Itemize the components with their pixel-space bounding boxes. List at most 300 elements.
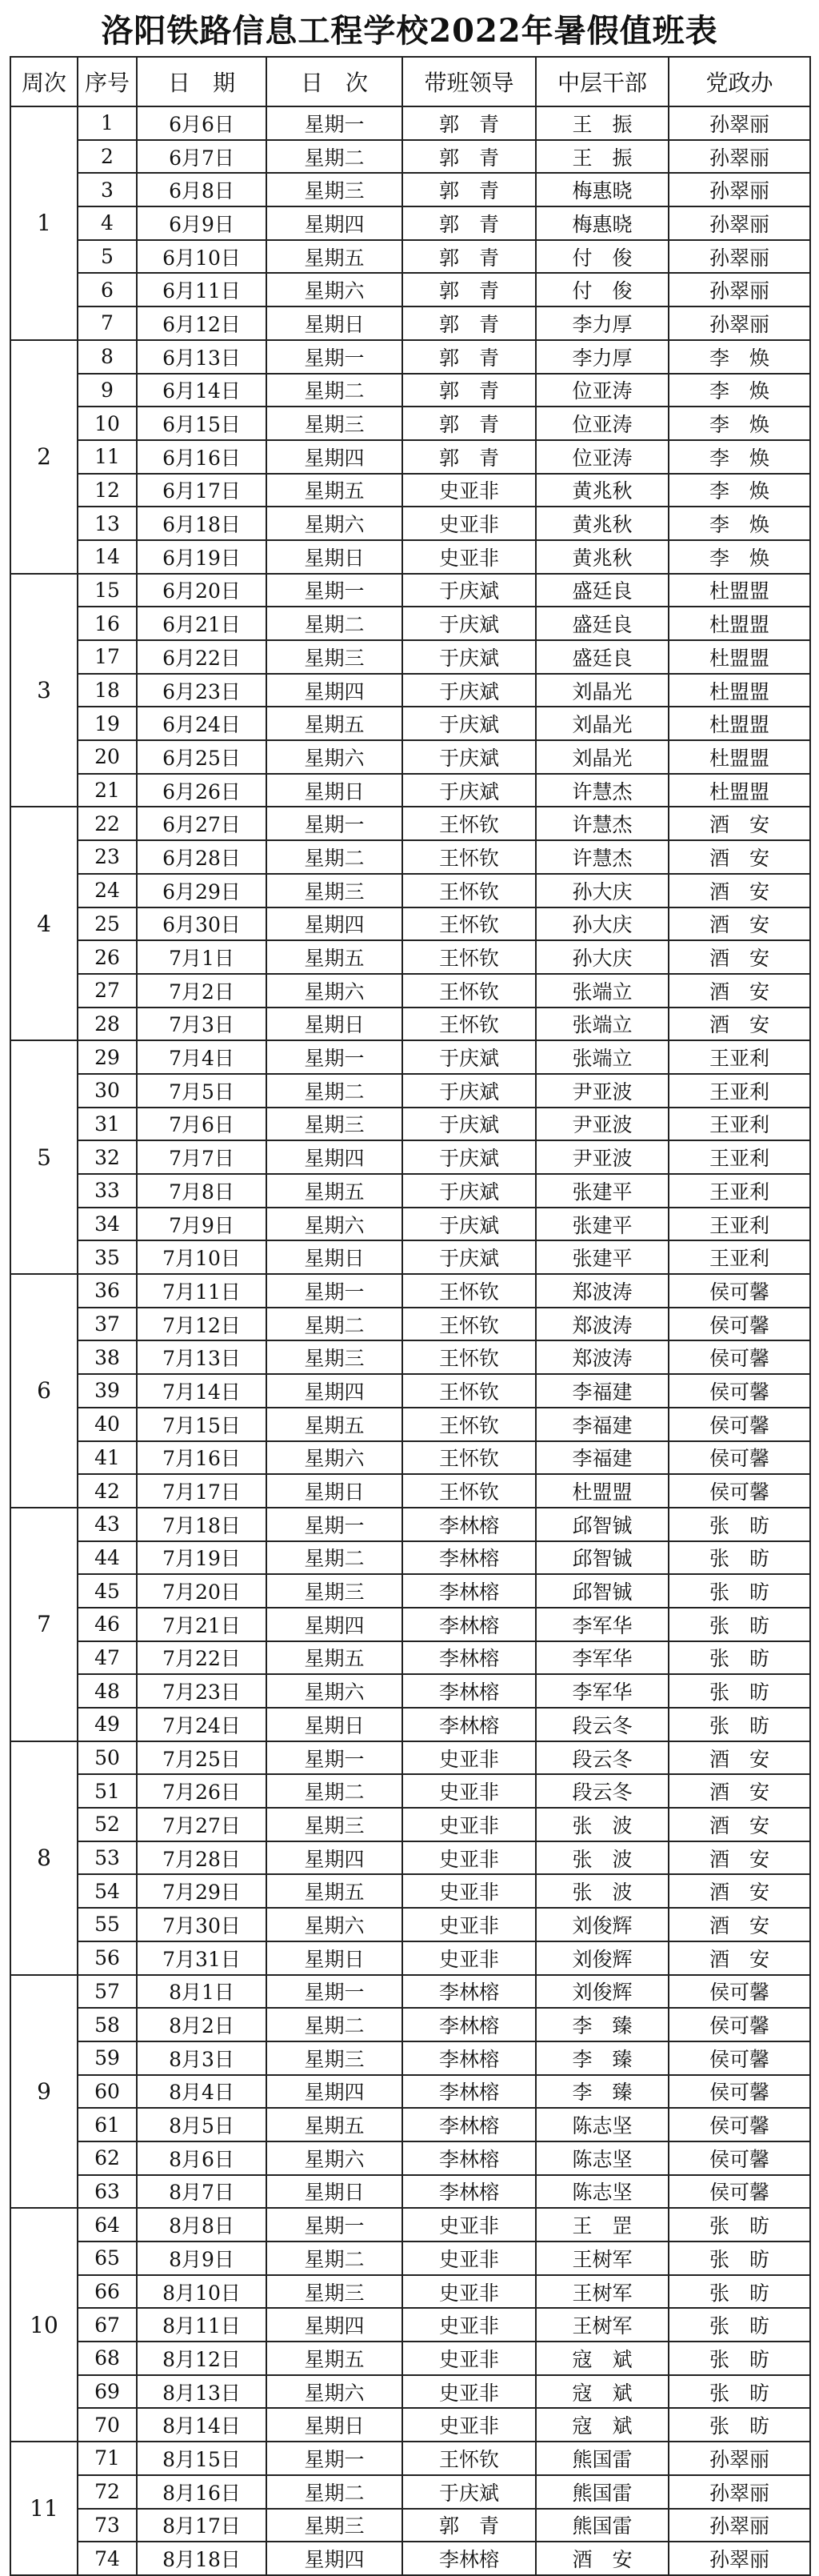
row-middle-manager: 李 臻 [536,2008,669,2041]
row-date: 8月9日 [137,2241,266,2275]
row-number: 8 [78,340,137,374]
row-weekday: 星期四 [266,440,402,474]
row-middle-manager: 盛廷良 [536,607,669,640]
table-row [10,1108,810,1141]
row-number: 14 [78,540,137,574]
row-number: 59 [78,2041,137,2075]
row-leader: 李林榕 [402,1708,536,1741]
header-weekday: 日 次 [266,57,402,106]
row-middle-manager: 付 俊 [536,273,669,306]
row-weekday: 星期五 [266,1174,402,1208]
row-party-office: 杜盟盟 [669,774,810,807]
row-party-office: 杜盟盟 [669,674,810,707]
row-weekday: 星期二 [266,140,402,174]
header-middle-manager: 中层干部 [536,57,669,106]
row-middle-manager: 孙大庆 [536,907,669,941]
row-number: 26 [78,940,137,974]
table-row [10,2342,810,2375]
row-middle-manager: 尹亚波 [536,1140,669,1174]
row-middle-manager: 王 振 [536,140,669,174]
row-leader: 郭 青 [402,374,536,407]
row-weekday: 星期日 [266,1008,402,1041]
row-leader: 于庆斌 [402,1108,536,1141]
row-weekday: 星期四 [266,1140,402,1174]
row-leader: 于庆斌 [402,1040,536,1074]
row-date: 7月23日 [137,1674,266,1708]
row-date: 7月18日 [137,1508,266,1541]
row-weekday: 星期日 [266,2175,402,2209]
row-leader: 李林榕 [402,1574,536,1608]
row-number: 73 [78,2509,137,2542]
row-leader: 李林榕 [402,1975,536,2009]
row-leader: 李林榕 [402,2542,536,2575]
row-party-office: 张 昉 [669,1608,810,1641]
row-number: 52 [78,1808,137,1841]
row-date: 6月20日 [137,574,266,607]
row-number: 10 [78,407,137,440]
row-weekday: 星期四 [266,2075,402,2109]
row-leader: 王怀钦 [402,1408,536,1441]
row-party-office: 张 昉 [669,2275,810,2309]
row-middle-manager: 段云冬 [536,1774,669,1808]
table-row [10,1808,810,1841]
row-leader: 郭 青 [402,240,536,274]
row-leader: 李林榕 [402,2108,536,2141]
row-leader: 王怀钦 [402,1374,536,1408]
row-number: 34 [78,1208,137,1241]
row-weekday: 星期日 [266,540,402,574]
row-date: 7月10日 [137,1240,266,1274]
row-date: 8月12日 [137,2342,266,2375]
row-party-office: 王亚利 [669,1108,810,1141]
row-middle-manager: 位亚涛 [536,374,669,407]
row-date: 7月29日 [137,1874,266,1908]
row-weekday: 星期六 [266,1908,402,1941]
row-number: 63 [78,2175,137,2209]
row-leader: 史亚非 [402,1741,536,1775]
row-middle-manager: 陈志坚 [536,2108,669,2141]
row-date: 7月9日 [137,1208,266,1241]
row-middle-manager: 熊国雷 [536,2475,669,2509]
row-weekday: 星期四 [266,907,402,941]
row-date: 8月16日 [137,2475,266,2509]
row-leader: 于庆斌 [402,707,536,740]
table-row [10,2275,810,2309]
row-middle-manager: 张端立 [536,974,669,1008]
row-number: 41 [78,1441,137,1475]
row-weekday: 星期日 [266,1708,402,1741]
table-row [10,1975,810,2009]
week-number: 8 [10,1741,78,1975]
row-middle-manager: 王树军 [536,2275,669,2309]
row-leader: 于庆斌 [402,1074,536,1108]
row-weekday: 星期四 [266,2308,402,2342]
row-party-office: 孙翠丽 [669,173,810,206]
row-weekday: 星期五 [266,1874,402,1908]
row-party-office: 张 昉 [669,1674,810,1708]
row-middle-manager: 张 波 [536,1808,669,1841]
row-leader: 史亚非 [402,1908,536,1941]
week-number: 3 [10,574,78,807]
row-weekday: 星期四 [266,1374,402,1408]
row-party-office: 侯可馨 [669,2175,810,2209]
row-weekday: 星期五 [266,940,402,974]
row-date: 8月4日 [137,2075,266,2109]
row-date: 8月8日 [137,2208,266,2241]
row-weekday: 星期二 [266,1308,402,1341]
row-weekday: 星期日 [266,306,402,340]
row-party-office: 酒 安 [669,974,810,1008]
row-number: 1 [78,106,137,140]
row-weekday: 星期三 [266,2509,402,2542]
row-weekday: 星期五 [266,474,402,507]
row-date: 7月14日 [137,1374,266,1408]
row-number: 62 [78,2141,137,2175]
row-number: 12 [78,474,137,507]
row-middle-manager: 陈志坚 [536,2141,669,2175]
row-weekday: 星期五 [266,2342,402,2375]
row-leader: 李林榕 [402,2175,536,2209]
row-party-office: 王亚利 [669,1040,810,1074]
row-middle-manager: 王树军 [536,2308,669,2342]
row-party-office: 孙翠丽 [669,206,810,240]
week-number: 7 [10,1508,78,1741]
row-party-office: 王亚利 [669,1240,810,1274]
row-date: 8月15日 [137,2442,266,2475]
row-number: 42 [78,1474,137,1508]
row-party-office: 王亚利 [669,1074,810,1108]
row-party-office: 侯可馨 [669,2075,810,2109]
row-leader: 史亚非 [402,2241,536,2275]
row-middle-manager: 李力厚 [536,340,669,374]
row-party-office: 李 焕 [669,340,810,374]
row-leader: 王怀钦 [402,907,536,941]
header-number: 序号 [78,57,137,106]
row-middle-manager: 付 俊 [536,240,669,274]
row-date: 7月2日 [137,974,266,1008]
row-leader: 王怀钦 [402,974,536,1008]
row-leader: 史亚非 [402,2308,536,2342]
row-leader: 王怀钦 [402,1274,536,1308]
row-weekday: 星期六 [266,974,402,1008]
row-party-office: 侯可馨 [669,1308,810,1341]
row-middle-manager: 张建平 [536,1174,669,1208]
table-row [10,540,810,574]
row-party-office: 杜盟盟 [669,640,810,674]
row-number: 23 [78,840,137,874]
row-middle-manager: 许慧杰 [536,807,669,840]
row-date: 7月1日 [137,940,266,974]
row-date: 6月19日 [137,540,266,574]
row-number: 57 [78,1975,137,2009]
table-row [10,1308,810,1341]
table-row [10,1040,810,1074]
table-row [10,2041,810,2075]
row-weekday: 星期四 [266,1608,402,1641]
row-weekday: 星期一 [266,340,402,374]
row-weekday: 星期二 [266,840,402,874]
row-number: 46 [78,1608,137,1641]
row-middle-manager: 位亚涛 [536,407,669,440]
header-week: 周次 [10,57,78,106]
table-row [10,1841,810,1875]
row-weekday: 星期六 [266,1208,402,1241]
row-number: 55 [78,1908,137,1941]
row-date: 6月22日 [137,640,266,674]
row-leader: 李林榕 [402,1541,536,1575]
row-number: 31 [78,1108,137,1141]
week-number: 1 [10,106,78,340]
row-middle-manager: 刘俊辉 [536,1908,669,1941]
row-middle-manager: 孙大庆 [536,874,669,907]
row-weekday: 星期一 [266,2208,402,2241]
row-party-office: 杜盟盟 [669,740,810,774]
row-date: 7月3日 [137,1008,266,1041]
row-party-office: 李 焕 [669,507,810,540]
row-weekday: 星期五 [266,2108,402,2141]
row-number: 9 [78,374,137,407]
row-party-office: 酒 安 [669,1874,810,1908]
row-middle-manager: 李福建 [536,1374,669,1408]
row-leader: 史亚非 [402,2408,536,2442]
row-leader: 史亚非 [402,1941,536,1975]
table-row [10,407,810,440]
row-date: 7月7日 [137,1140,266,1174]
row-middle-manager: 黄兆秋 [536,507,669,540]
row-number: 67 [78,2308,137,2342]
row-number: 29 [78,1040,137,1074]
row-leader: 王怀钦 [402,940,536,974]
row-middle-manager: 段云冬 [536,1741,669,1775]
row-leader: 王怀钦 [402,2442,536,2475]
row-leader: 王怀钦 [402,874,536,907]
row-weekday: 星期三 [266,640,402,674]
row-date: 7月11日 [137,1274,266,1308]
row-leader: 王怀钦 [402,1441,536,1475]
row-weekday: 星期六 [266,273,402,306]
row-leader: 于庆斌 [402,607,536,640]
row-weekday: 星期一 [266,1508,402,1541]
table-row [10,574,810,607]
row-number: 16 [78,607,137,640]
row-number: 53 [78,1841,137,1875]
table-row [10,2308,810,2342]
row-date: 8月10日 [137,2275,266,2309]
row-date: 7月27日 [137,1808,266,1841]
row-weekday: 星期六 [266,1674,402,1708]
row-weekday: 星期六 [266,1441,402,1475]
table-row [10,1574,810,1608]
row-leader: 郭 青 [402,173,536,206]
week-number: 10 [10,2208,78,2442]
row-party-office: 张 昉 [669,1541,810,1575]
row-number: 70 [78,2408,137,2442]
row-middle-manager: 梅惠晓 [536,173,669,206]
row-leader: 于庆斌 [402,574,536,607]
row-middle-manager: 王 罡 [536,2208,669,2241]
row-date: 6月27日 [137,807,266,840]
row-weekday: 星期六 [266,2141,402,2175]
row-leader: 王怀钦 [402,1308,536,1341]
row-date: 8月6日 [137,2141,266,2175]
table-row [10,974,810,1008]
week-number: 2 [10,340,78,574]
table-row [10,1874,810,1908]
table-row [10,1608,810,1641]
table-row [10,774,810,807]
row-middle-manager: 熊国雷 [536,2509,669,2542]
row-weekday: 星期一 [266,1274,402,1308]
row-number: 40 [78,1408,137,1441]
row-middle-manager: 刘晶光 [536,674,669,707]
row-date: 6月15日 [137,407,266,440]
row-party-office: 酒 安 [669,1941,810,1975]
row-middle-manager: 邱智铖 [536,1508,669,1541]
row-number: 25 [78,907,137,941]
row-party-office: 孙翠丽 [669,2475,810,2509]
row-weekday: 星期一 [266,574,402,607]
row-date: 7月30日 [137,1908,266,1941]
row-weekday: 星期二 [266,374,402,407]
row-party-office: 侯可馨 [669,1441,810,1475]
row-number: 48 [78,1674,137,1708]
row-middle-manager: 李 臻 [536,2075,669,2109]
row-middle-manager: 酒 安 [536,2542,669,2575]
table-row [10,340,810,374]
row-number: 11 [78,440,137,474]
row-leader: 史亚非 [402,2342,536,2375]
row-middle-manager: 张建平 [536,1240,669,1274]
table-row [10,2542,810,2575]
row-number: 56 [78,1941,137,1975]
row-middle-manager: 李力厚 [536,306,669,340]
table-row [10,740,810,774]
row-weekday: 星期五 [266,240,402,274]
row-party-office: 张 昉 [669,1574,810,1608]
row-leader: 史亚非 [402,1774,536,1808]
row-number: 7 [78,306,137,340]
row-party-office: 侯可馨 [669,1474,810,1508]
table-row [10,1340,810,1374]
row-leader: 李林榕 [402,1608,536,1641]
row-weekday: 星期二 [266,2008,402,2041]
table-row [10,2141,810,2175]
row-date: 7月31日 [137,1941,266,1975]
header-date: 日 期 [137,57,266,106]
row-number: 4 [78,206,137,240]
table-row [10,273,810,306]
row-leader: 于庆斌 [402,774,536,807]
row-middle-manager: 许慧杰 [536,774,669,807]
row-party-office: 酒 安 [669,1008,810,1041]
row-number: 66 [78,2275,137,2309]
row-number: 18 [78,674,137,707]
row-party-office: 孙翠丽 [669,240,810,274]
row-number: 32 [78,1140,137,1174]
row-leader: 于庆斌 [402,2475,536,2509]
table-row [10,1008,810,1041]
row-party-office: 酒 安 [669,1841,810,1875]
table-row [10,1741,810,1775]
table-row [10,1941,810,1975]
row-party-office: 酒 安 [669,874,810,907]
row-middle-manager: 盛廷良 [536,640,669,674]
row-middle-manager: 梅惠晓 [536,206,669,240]
row-leader: 于庆斌 [402,640,536,674]
row-number: 69 [78,2375,137,2409]
row-party-office: 侯可馨 [669,1274,810,1308]
row-date: 6月16日 [137,440,266,474]
row-leader: 郭 青 [402,440,536,474]
row-party-office: 王亚利 [669,1208,810,1241]
row-weekday: 星期三 [266,407,402,440]
row-leader: 史亚非 [402,1874,536,1908]
row-date: 7月12日 [137,1308,266,1341]
table-row [10,1441,810,1475]
row-date: 8月11日 [137,2308,266,2342]
row-date: 7月25日 [137,1741,266,1775]
table-row [10,374,810,407]
row-leader: 李林榕 [402,1674,536,1708]
row-leader: 史亚非 [402,1841,536,1875]
row-party-office: 侯可馨 [669,2108,810,2141]
row-middle-manager: 黄兆秋 [536,474,669,507]
row-weekday: 星期三 [266,1808,402,1841]
row-middle-manager: 寇 斌 [536,2375,669,2409]
row-party-office: 张 昉 [669,1708,810,1741]
row-weekday: 星期二 [266,1541,402,1575]
table-row [10,1140,810,1174]
table-row [10,2509,810,2542]
row-middle-manager: 张端立 [536,1040,669,1074]
row-number: 33 [78,1174,137,1208]
row-middle-manager: 寇 斌 [536,2342,669,2375]
row-date: 7月8日 [137,1174,266,1208]
row-date: 6月9日 [137,206,266,240]
row-middle-manager: 尹亚波 [536,1074,669,1108]
row-date: 6月10日 [137,240,266,274]
row-party-office: 孙翠丽 [669,140,810,174]
table-row [10,2175,810,2209]
row-middle-manager: 刘晶光 [536,707,669,740]
table-row [10,2442,810,2475]
row-leader: 郭 青 [402,407,536,440]
row-date: 7月17日 [137,1474,266,1508]
row-number: 30 [78,1074,137,1108]
row-number: 19 [78,707,137,740]
row-party-office: 孙翠丽 [669,273,810,306]
row-middle-manager: 寇 斌 [536,2408,669,2442]
row-middle-manager: 李军华 [536,1608,669,1641]
row-date: 6月14日 [137,374,266,407]
row-party-office: 侯可馨 [669,2141,810,2175]
table-row [10,874,810,907]
row-date: 7月4日 [137,1040,266,1074]
row-date: 6月18日 [137,507,266,540]
table-row [10,674,810,707]
table-row [10,1708,810,1741]
row-date: 6月21日 [137,607,266,640]
row-weekday: 星期六 [266,2375,402,2409]
row-date: 6月12日 [137,306,266,340]
week-number: 4 [10,807,78,1040]
row-number: 71 [78,2442,137,2475]
row-number: 20 [78,740,137,774]
row-date: 6月8日 [137,173,266,206]
table-row [10,1641,810,1675]
row-party-office: 孙翠丽 [669,2509,810,2542]
row-leader: 于庆斌 [402,1174,536,1208]
